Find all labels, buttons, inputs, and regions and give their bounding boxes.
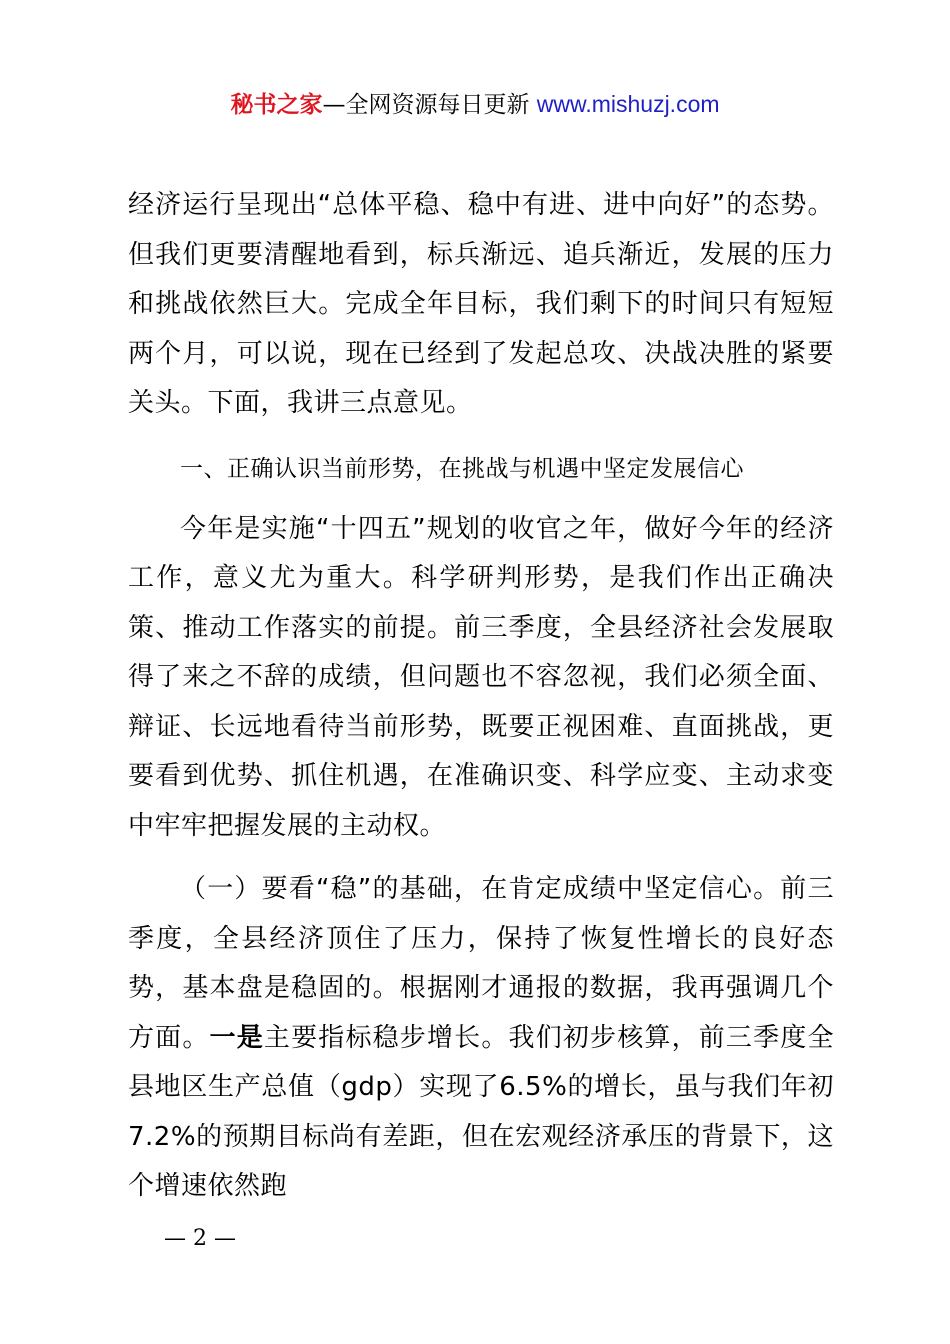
point-one-label: 一是	[209, 1022, 264, 1053]
document-body	[128, 181, 834, 1212]
page-number: — 2 —	[164, 1226, 236, 1251]
paragraph-stability	[128, 865, 834, 1212]
paragraph-situation: 今年是实施“十四五”规划的收官之年，做好今年的经济工作，意义尤为重大。科学研判形势，是我们作出正确决策、推动工作落实的前提。前三季度，全县经济社会发展取得了来之不辞的成绩，但问题也不容忽视，我们必须全面、辩证、长远地看待当前形势，既要正视困难、直面挑战，更要看到优势、抓住机遇，在准确识变、科学应变、主动求变中牢牢把握发展的主动权。	[128, 513, 834, 841]
site-url-link[interactable]: www.mishuzj.com	[536, 91, 720, 117]
paragraph-intro: 经济运行呈现出“总体平稳、稳中有进、进中向好”的态势。但我们更要清醒地看到，标兵渐远、追兵渐近，发展的压力和挑战依然巨大。完成全年目标，我们剩下的时间只有短短两个月，可以说，现在已经到了发起总攻、决战决胜的紧要关头。下面，我讲三点意见。	[128, 190, 834, 418]
section-heading-one: 一、正确认识当前形势，在挑战与机遇中坚定发展信心	[180, 455, 744, 482]
point-one-text: 主要指标稳步增长。我们初步核算，前三季度全县地区生产总值（gdp）实现了6.5%的增长，虽与我们年初7.2%的预期目标尚有差距，但在宏观经济承压的背景下，这个增速依然跑	[128, 1022, 834, 1201]
site-header	[0, 88, 950, 121]
paragraph-stability-text: （一）要看“稳”的基础，在肯定成绩中坚定信心。前三季度，全县经济顶住了压力，保持了恢复性增长的良好态势，基本盘是稳固的。根据刚才通报的数据，我再强调几个方面。	[128, 874, 834, 1053]
site-tagline: —全网资源每日更新	[322, 92, 530, 118]
site-brand: 秘书之家	[230, 92, 323, 118]
